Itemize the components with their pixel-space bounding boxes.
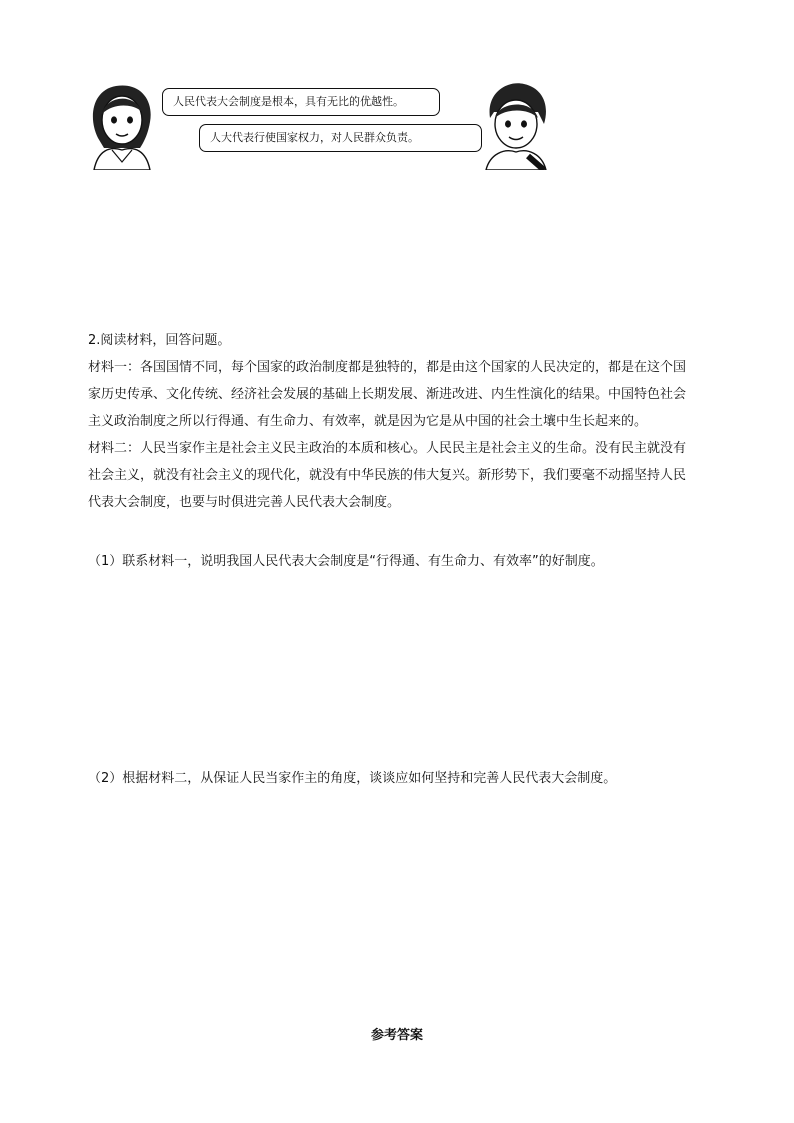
speech-bubble-boy	[199, 124, 482, 152]
answer-heading: 参考答案	[370, 1028, 423, 1043]
question-heading: 2.阅读材料，回答问题。	[88, 333, 231, 348]
girl-figure	[84, 78, 162, 170]
material-1-line-2: 家历史传承、文化传统、经济社会发展的基础上长期发展、渐进改进、内生性演化的结果。中国特色社会	[88, 387, 687, 402]
material-2-line-1: 材料二：人民当家作主是社会主义民主政治的本质和核心。人民民主是社会主义的生命。没有民主就没有	[88, 441, 687, 456]
material-1-line-3: 主义政治制度之所以行得通、有生命力、有效率，就是因为它是从中国的社会土壤中生长起来的。	[88, 414, 648, 429]
material-2-line-3: 代表大会制度，也要与时俱进完善人民代表大会制度。	[88, 495, 401, 510]
speech-bubble-girl	[162, 88, 440, 116]
sub-question-2: （2）根据材料二，从保证人民当家作主的角度，谈谈应如何坚持和完善人民代表大会制度。	[88, 771, 617, 786]
material-1-line-1: 材料一：各国国情不同，每个国家的政治制度都是独特的，都是由这个国家的人民决定的，都是在这个国	[88, 360, 687, 375]
speech-text-boy: 人大代表行使国家权力，对人民群众负责。	[210, 131, 419, 144]
cartoon-illustration	[84, 78, 554, 170]
sub-question-1: （1）联系材料一，说明我国人民代表大会制度是“行得通、有生命力、有效率”的好制度。	[88, 554, 604, 569]
question-block	[88, 327, 716, 516]
boy-figure	[478, 78, 554, 170]
speech-text-girl: 人民代表大会制度是根本，具有无比的优越性。	[173, 95, 404, 108]
material-2-line-2: 社会主义，就没有社会主义的现代化，就没有中华民族的伟大复兴。新形势下，我们要毫不动摇坚持人民	[88, 468, 687, 483]
